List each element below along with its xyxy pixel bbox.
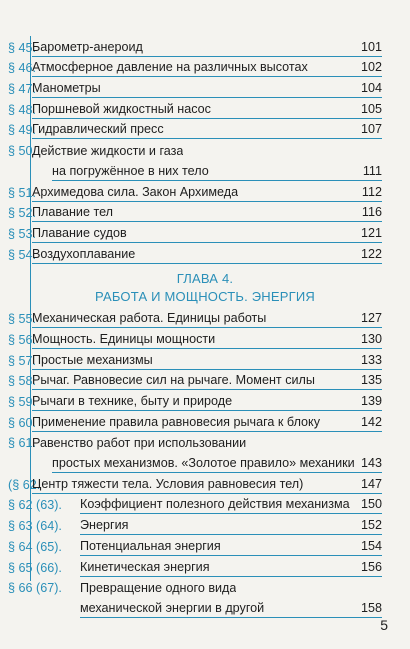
section-title: Кинетическая энергия — [80, 559, 210, 574]
toc-entry[interactable] — [0, 370, 410, 391]
section-title: Плавание судов — [32, 225, 127, 240]
toc-entry[interactable] — [0, 328, 410, 349]
section-number: § 49. — [8, 123, 37, 138]
section-title: Воздухоплавание — [32, 246, 136, 261]
toc-entry-continuation[interactable] — [0, 597, 410, 618]
toc-entry[interactable] — [0, 202, 410, 223]
section-number: § 63 (64). — [8, 519, 62, 534]
section-title: Действие жидкости и газа — [32, 144, 184, 159]
toc-entry[interactable] — [0, 57, 410, 78]
section-title: простых механизмов. «Золотое правило» механики — [52, 456, 355, 471]
section-number: § 54. — [8, 247, 37, 262]
page-ref: 147 — [360, 476, 382, 491]
page-ref: 111 — [362, 163, 382, 178]
section-title: механической энергии в другой — [80, 600, 265, 615]
section-title: Архимедова сила. Закон Архимеда — [32, 184, 239, 199]
page-ref: 122 — [360, 246, 382, 261]
section-title: Превращение одного вида — [80, 581, 237, 596]
section-title: Потенциальная энергия — [80, 538, 221, 553]
page-ref: 101 — [360, 39, 382, 54]
section-number: § 60. — [8, 415, 37, 430]
section-number: (§ 62. — [8, 477, 41, 492]
section-number: § 58. — [8, 374, 37, 389]
chapter-number: ГЛАВА 4. — [176, 270, 234, 286]
toc-entry[interactable] — [0, 514, 410, 535]
page-ref: 116 — [361, 205, 382, 220]
section-title: Применение правила равновесия рычага к блоку — [32, 414, 321, 429]
section-title: Мощность. Единицы мощности — [32, 331, 216, 346]
section-number: § 48. — [8, 102, 37, 117]
section-title: Поршневой жидкостный насос — [32, 101, 211, 116]
page-ref: 142 — [360, 414, 382, 429]
section-list-bottom — [0, 308, 410, 618]
page-ref: 121 — [360, 225, 382, 240]
page-ref: 112 — [361, 184, 382, 199]
toc-entry[interactable] — [0, 243, 410, 264]
section-number: § 56. — [8, 332, 37, 347]
page-ref: 158 — [360, 600, 382, 615]
section-title: Плавание тел — [32, 205, 114, 220]
section-list-top — [0, 36, 410, 264]
toc-entry[interactable] — [0, 119, 410, 140]
page-ref: 105 — [360, 101, 382, 116]
section-title: Коэффициент полезного действия механизма — [80, 497, 350, 512]
toc-entry[interactable] — [0, 222, 410, 243]
section-number: § 46. — [8, 61, 37, 76]
section-number: § 55. — [8, 312, 37, 327]
section-number: § 47. — [8, 82, 37, 97]
toc-entry[interactable] — [0, 411, 410, 432]
toc-entry-continuation[interactable] — [0, 160, 410, 181]
toc-entry[interactable] — [0, 577, 410, 598]
page-ref: 102 — [360, 60, 382, 75]
toc-entry[interactable] — [0, 473, 410, 494]
page-ref: 133 — [360, 352, 382, 367]
page-ref: 154 — [360, 538, 382, 553]
page-ref: 135 — [360, 373, 382, 388]
section-number: § 64 (65). — [8, 539, 62, 554]
toc-entry[interactable] — [0, 349, 410, 370]
section-title: Равенство работ при использовании — [32, 436, 247, 451]
section-title: Простые механизмы — [32, 352, 153, 367]
toc-entry-continuation[interactable] — [0, 452, 410, 473]
page-ref: 150 — [360, 497, 382, 512]
section-number: § 66 (67). — [8, 581, 62, 596]
chapter-heading — [0, 270, 410, 306]
section-title: Гидравлический пресс — [32, 122, 164, 137]
section-number: § 51. — [8, 185, 37, 200]
section-title: Центр тяжести тела. Условия равновесия тел) — [32, 476, 304, 491]
page-ref: 104 — [360, 81, 382, 96]
section-number: § 61. — [8, 436, 37, 451]
section-title: Механическая работа. Единицы работы — [32, 311, 267, 326]
toc-entry[interactable] — [0, 556, 410, 577]
section-title: Барометр-анероид — [32, 39, 143, 54]
section-title: Манометры — [32, 81, 101, 96]
toc-entry[interactable] — [0, 139, 410, 160]
page-ref: 143 — [360, 456, 382, 471]
section-number: § 59. — [8, 395, 37, 409]
toc-entry[interactable] — [0, 181, 410, 202]
toc-entry[interactable] — [0, 390, 410, 411]
section-number: § 65 (66). — [8, 560, 62, 575]
section-title: на погружённое в них тело — [52, 163, 209, 178]
table-of-contents — [0, 36, 410, 618]
section-title: Рычаги в технике, быту и природе — [32, 394, 233, 408]
toc-entry[interactable] — [0, 432, 410, 453]
toc-entry[interactable] — [0, 77, 410, 98]
toc-entry[interactable] — [0, 308, 410, 329]
page-number: 5 — [380, 617, 388, 633]
page-ref: 139 — [360, 394, 382, 408]
section-number: § 62 (63). — [8, 498, 62, 513]
section-number: § 45. — [8, 40, 37, 55]
section-number: § 50. — [8, 144, 37, 159]
page-ref: 107 — [360, 122, 382, 137]
section-title: Рычаг. Равновесие сил на рычаге. Момент силы — [32, 373, 315, 388]
section-title: Атмосферное давление на различных высотах — [32, 60, 308, 75]
toc-entry[interactable] — [0, 494, 410, 515]
page-ref: 152 — [360, 518, 382, 533]
toc-entry[interactable] — [0, 98, 410, 119]
toc-entry[interactable] — [0, 535, 410, 556]
section-number: § 52. — [8, 206, 37, 221]
section-number: § 53. — [8, 226, 37, 241]
toc-entry[interactable] — [0, 36, 410, 57]
page-ref: 130 — [360, 331, 382, 346]
page-ref: 156 — [360, 559, 382, 574]
page-ref: 127 — [360, 311, 382, 326]
section-number: § 57. — [8, 353, 37, 368]
chapter-title: РАБОТА И МОЩНОСТЬ. ЭНЕРГИЯ — [94, 288, 316, 304]
section-title: Энергия — [80, 518, 129, 533]
